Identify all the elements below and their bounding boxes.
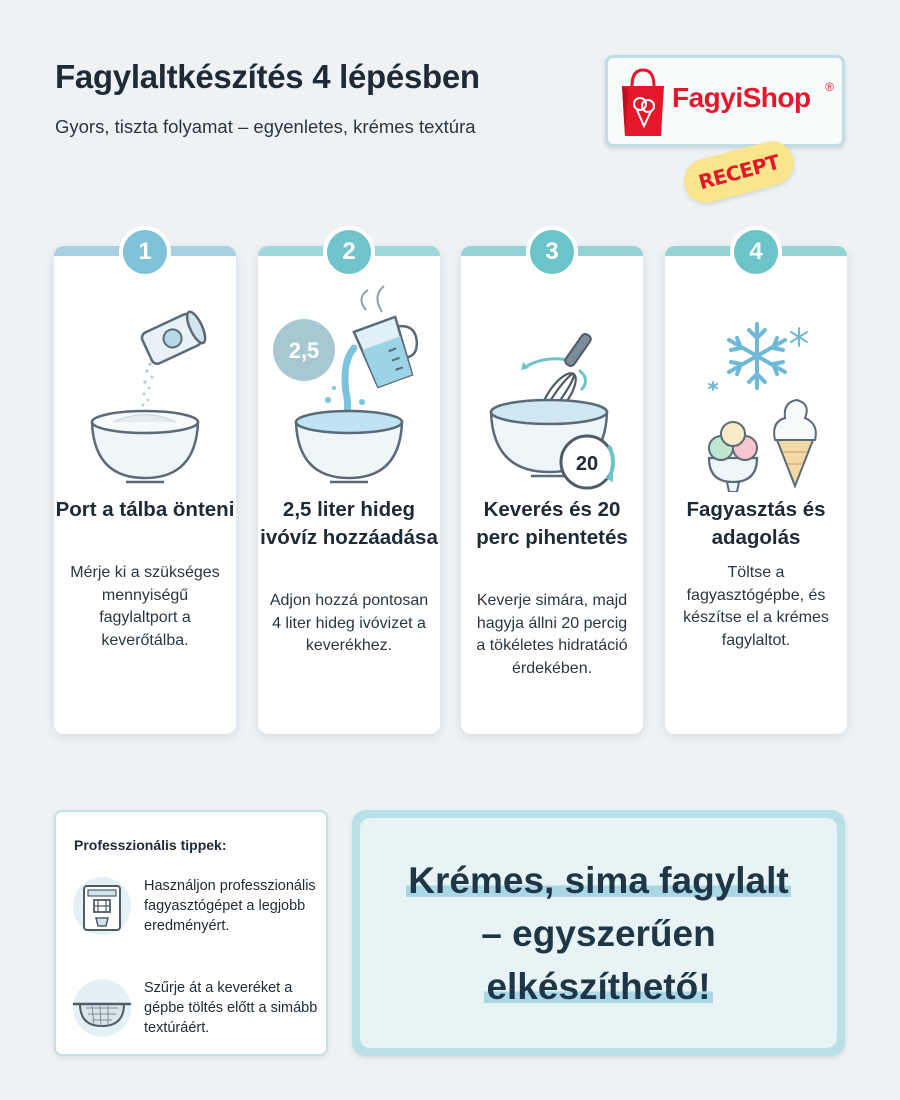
step-description: Adjon hozzá pontosan 4 liter hideg ivóvizet a keverékhez. bbox=[269, 592, 429, 654]
step-title: Keverés és 20 perc pihentetés bbox=[476, 498, 628, 549]
strainer-icon bbox=[72, 978, 132, 1038]
tip-text: Szűrje át a keveréket a gépbe töltés előtt a simább textúráért. bbox=[144, 980, 318, 1036]
step-card-4 bbox=[665, 238, 847, 734]
step-number-badge: 3 bbox=[526, 226, 578, 278]
header bbox=[55, 58, 595, 138]
slogan-text bbox=[379, 854, 819, 1013]
step-title: Fagyasztás és adagolás bbox=[686, 498, 826, 549]
step-card-2 bbox=[258, 238, 440, 734]
page-title: Fagylaltkészítés 4 lépésben bbox=[55, 58, 480, 95]
step-number-badge: 4 bbox=[730, 226, 782, 278]
step-title: Port a tálba önteni bbox=[55, 498, 235, 521]
tip-text: Használjon professzionális fagyasztógépet a legjobb eredményért. bbox=[144, 878, 316, 934]
step-description: Töltse a fagyasztógépbe, és készítse el a krémes fagylaltot. bbox=[683, 564, 829, 649]
slogan-line-1: Krémes, sima fagylalt bbox=[408, 859, 789, 901]
step-description: Mérje ki a szükséges mennyiségű fagylaltport a keverőtálba. bbox=[70, 564, 220, 649]
slogan-panel bbox=[352, 810, 845, 1056]
slogan-inner bbox=[360, 818, 837, 1048]
page-subtitle: Gyors, tiszta folyamat – egyenletes, krémes textúra bbox=[55, 116, 476, 137]
whisk-timer-icon bbox=[461, 282, 643, 492]
tips-title: Professzionális tippek: bbox=[74, 837, 227, 853]
step-card-3 bbox=[461, 238, 643, 734]
shopping-bag-icon bbox=[618, 66, 668, 138]
machine-icon bbox=[72, 876, 132, 936]
recept-label: RECEPT bbox=[695, 149, 783, 195]
water-jug-icon bbox=[258, 282, 440, 492]
snowflake-icecream-icon bbox=[665, 282, 847, 492]
timer-label: 20 bbox=[575, 453, 599, 475]
brand-name: FagyiShop bbox=[672, 82, 811, 113]
brand-logo bbox=[605, 55, 845, 147]
powder-bowl-icon bbox=[54, 282, 236, 492]
registered-mark: ® bbox=[825, 80, 834, 94]
step-number-badge: 1 bbox=[119, 226, 171, 278]
step-description: Keverje simára, majd hagyja állni 20 percig a tökéletes hidratáció érdekében. bbox=[476, 592, 628, 677]
amount-bubble: 2,5 bbox=[288, 338, 320, 363]
slogan-line-3: elkészíthető! bbox=[486, 965, 711, 1007]
tips-panel bbox=[54, 810, 328, 1056]
step-title: 2,5 liter hideg ivóvíz hozzáadása bbox=[260, 498, 438, 549]
step-number-badge: 2 bbox=[323, 226, 375, 278]
step-card-1 bbox=[54, 238, 236, 734]
slogan-line-2: – egyszerűen bbox=[481, 912, 716, 954]
snowflake-icon bbox=[729, 324, 785, 388]
